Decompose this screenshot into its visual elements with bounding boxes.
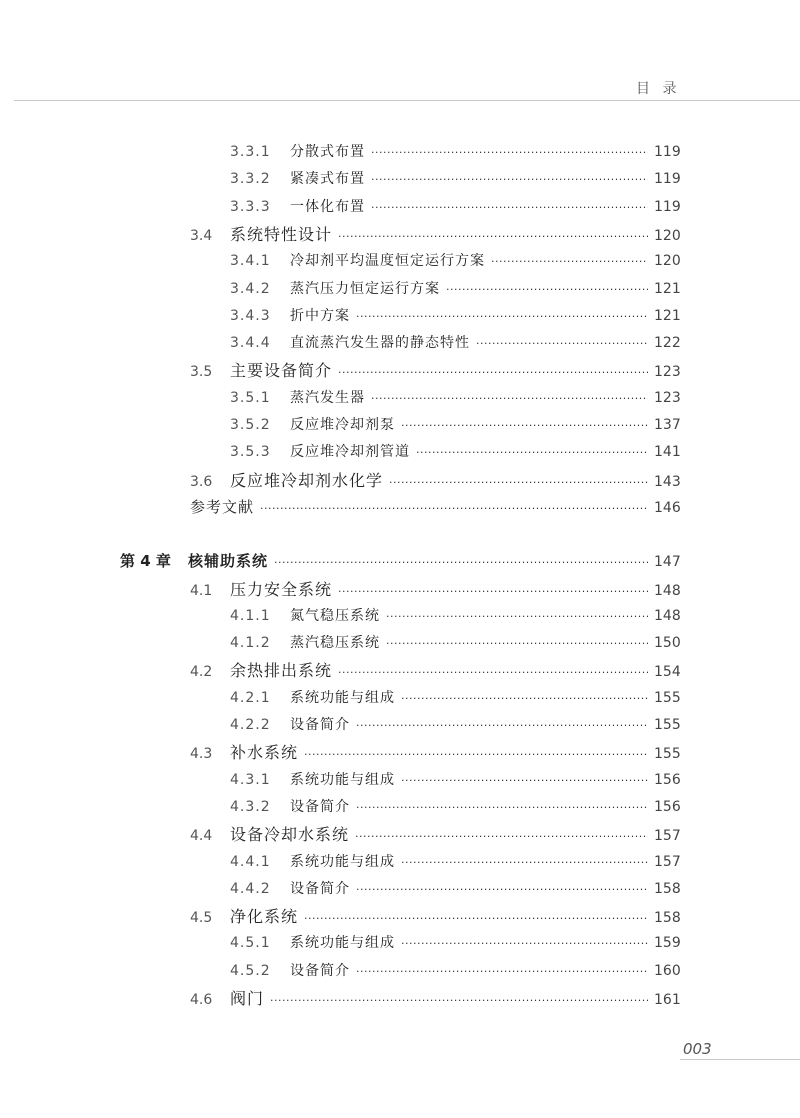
- toc-entry-number: 4.2.2: [230, 717, 271, 733]
- toc-entry[interactable]: [230, 412, 680, 439]
- toc-entry[interactable]: [230, 685, 680, 712]
- toc-entry-number: 4.5.1: [230, 935, 271, 952]
- toc-entry-title: 蒸汽压力恒定运行方案: [290, 280, 440, 297]
- toc-entry-title: 设备简介: [290, 717, 350, 733]
- toc-entry-page: 123: [654, 389, 681, 406]
- toc-leader-dots: [401, 412, 648, 439]
- toc-leader-dots: [304, 905, 648, 932]
- page-number: 003: [683, 1040, 712, 1058]
- toc-entry-page: 121: [654, 307, 681, 324]
- toc-leader-dots: [338, 359, 648, 386]
- toc-entry-number: 4.4.1: [230, 853, 271, 870]
- toc-entry[interactable]: [230, 439, 680, 466]
- toc-leader-dots: [371, 166, 648, 193]
- toc-entry[interactable]: [190, 903, 680, 930]
- toc-entry-title: 蒸汽稳压系统: [290, 635, 380, 652]
- toc-entry-title: 一体化布置: [290, 198, 365, 215]
- toc-entry-number: 4.5: [190, 910, 213, 927]
- toc-entry-page: 155: [654, 689, 681, 706]
- toc-leader-dots: [476, 330, 648, 357]
- toc-entry-number: 4.2: [190, 664, 213, 681]
- toc-entry-page: 147: [654, 554, 681, 571]
- toc-entry[interactable]: [230, 139, 680, 166]
- toc-entry-title: 蒸汽发生器: [290, 389, 365, 406]
- toc-leader-dots: [338, 578, 648, 605]
- toc-entry-page: 120: [654, 253, 681, 270]
- toc-entry-number: 3.5.1: [230, 389, 271, 406]
- toc-entry-number: 4.2.1: [230, 689, 271, 706]
- toc-entry-number: 3.3.2: [230, 171, 271, 188]
- toc-entry-title: 设备简介: [290, 798, 350, 815]
- toc-entry-number: 3.5.3: [230, 444, 271, 461]
- toc-entry-page: 155: [654, 717, 681, 733]
- toc-entry-number: 4.6: [190, 992, 213, 1008]
- toc-entry-page: 157: [654, 828, 681, 845]
- toc-leader-dots: [355, 823, 648, 850]
- toc-entry-page: 154: [654, 664, 681, 681]
- toc-leader-dots: [356, 712, 648, 739]
- toc-entry-number: 4.1.1: [230, 607, 271, 624]
- toc-entry-number: 3.4.3: [230, 307, 271, 324]
- toc-entry-number: 3.3.1: [230, 144, 271, 160]
- toc-entry[interactable]: [190, 467, 680, 494]
- toc-entry-title: 氮气稳压系统: [290, 607, 380, 624]
- toc-entry-number: 4.5.2: [230, 962, 271, 979]
- toc-entry[interactable]: [230, 330, 680, 357]
- toc-entry-page: 156: [654, 771, 681, 788]
- toc-entry-page: 143: [654, 473, 681, 490]
- toc-leader-dots: [401, 930, 648, 957]
- toc-entry[interactable]: [230, 303, 680, 330]
- toc-entry-number: 3.5: [190, 364, 213, 381]
- toc-entry-title: 补水系统: [230, 743, 299, 763]
- toc-entry-number: 3.4.4: [230, 335, 271, 352]
- toc-entry-title: 主要设备简介: [230, 361, 333, 381]
- toc-entry-title: 紧凑式布置: [290, 171, 365, 188]
- toc-entry[interactable]: [190, 985, 680, 1012]
- toc-leader-dots: [446, 276, 648, 303]
- toc-entry[interactable]: [190, 739, 680, 766]
- toc-entry-title: 反应堆冷却剂管道: [290, 444, 410, 461]
- toc-entry-number: 第 4 章: [120, 552, 171, 571]
- toc-entry[interactable]: [230, 276, 680, 303]
- toc-entry-number: 3.5.2: [230, 417, 271, 433]
- toc-leader-dots: [270, 987, 648, 1014]
- toc-entry-title: 净化系统: [230, 907, 299, 927]
- toc-entry-number: 4.3.2: [230, 798, 271, 815]
- toc-leader-dots: [386, 630, 648, 657]
- toc-entry-title: 设备冷却水系统: [230, 825, 350, 845]
- toc-entry-title: 系统功能与组成: [290, 689, 395, 706]
- toc-leader-dots: [371, 385, 648, 412]
- toc-leader-dots: [356, 303, 648, 330]
- toc-entry-title: 直流蒸汽发生器的静态特性: [290, 335, 470, 352]
- toc-entry[interactable]: [230, 794, 680, 821]
- toc-leader-dots: [338, 659, 648, 686]
- toc-entry-page: 150: [654, 635, 681, 652]
- toc-entry-page: 121: [654, 280, 681, 297]
- toc-entry-number: 3.4.1: [230, 253, 271, 270]
- toc-entry[interactable]: [230, 767, 680, 794]
- toc-entry-title: 设备简介: [290, 880, 350, 897]
- toc-entry[interactable]: [230, 630, 680, 657]
- toc-entry-number: 4.1.2: [230, 635, 271, 652]
- toc-entry-page: 158: [654, 910, 681, 927]
- toc-leader-dots: [356, 794, 648, 821]
- toc-entry-page: 119: [654, 171, 681, 188]
- toc-entry-page: 146: [654, 499, 681, 516]
- toc-entry[interactable]: [230, 712, 680, 739]
- toc-entry-page: 148: [654, 582, 681, 599]
- toc-leader-dots: [356, 876, 648, 903]
- toc-leader-dots: [389, 469, 648, 496]
- toc-leader-dots: [386, 603, 648, 630]
- toc-leader-dots: [371, 194, 648, 221]
- toc-entry-page: 120: [654, 227, 681, 244]
- toc-entry-number: 4.4: [190, 828, 213, 845]
- toc-entry-title: 系统特性设计: [230, 224, 333, 244]
- toc-entry-page: 158: [654, 880, 681, 897]
- toc-entry[interactable]: [230, 958, 680, 985]
- toc-entry-page: 161: [654, 992, 681, 1008]
- toc-entry-page: 141: [654, 444, 681, 461]
- toc-entry-title: 系统功能与组成: [290, 771, 395, 788]
- toc-entry-title: 设备简介: [290, 962, 350, 979]
- toc-leader-dots: [260, 495, 648, 522]
- toc-entry-title: 反应堆冷却剂水化学: [230, 470, 384, 490]
- toc-entry-title: 阀门: [230, 989, 265, 1008]
- toc-entry-page: 159: [654, 935, 681, 952]
- toc-entry[interactable]: [190, 494, 680, 521]
- toc-entry-number: 4.3: [190, 746, 213, 763]
- toc-entry[interactable]: [230, 603, 680, 630]
- toc-entry-title: 分散式布置: [290, 144, 365, 160]
- toc-entry[interactable]: [230, 930, 680, 957]
- toc-entry[interactable]: [230, 248, 680, 275]
- footer-divider: [680, 1059, 800, 1060]
- toc-entry-page: 148: [654, 607, 681, 624]
- toc-entry-page: 119: [654, 144, 681, 160]
- toc-entry[interactable]: [230, 194, 680, 221]
- toc-entry-page: 119: [654, 198, 681, 215]
- toc-entry-number: 3.4: [190, 227, 213, 244]
- header-divider: [14, 100, 800, 101]
- toc-entry-page: 156: [654, 798, 681, 815]
- toc-entry-page: 122: [654, 335, 681, 352]
- toc-leader-dots: [416, 439, 648, 466]
- toc-entry-page: 155: [654, 746, 681, 763]
- toc-entry-title: 系统功能与组成: [290, 935, 395, 952]
- toc-entry-title: 核辅助系统: [188, 552, 269, 571]
- toc-leader-dots: [356, 958, 648, 985]
- toc-leader-dots: [274, 549, 648, 576]
- toc-leader-dots: [304, 741, 648, 768]
- toc-entry-number: 4.1: [190, 582, 213, 599]
- toc-leader-dots: [338, 223, 648, 250]
- toc-entry-title: 折中方案: [290, 307, 350, 324]
- toc-entry-page: 137: [654, 417, 681, 433]
- toc-leader-dots: [401, 849, 648, 876]
- toc-entry-title: 余热排出系统: [230, 661, 333, 681]
- toc-entry-title: 压力安全系统: [230, 579, 333, 599]
- toc-entry[interactable]: [230, 385, 680, 412]
- toc-entry-page: 160: [654, 962, 681, 979]
- toc-leader-dots: [401, 685, 648, 712]
- toc-entry[interactable]: [230, 876, 680, 903]
- toc-entry[interactable]: [190, 821, 680, 848]
- toc-leader-dots: [491, 248, 648, 275]
- toc-entry[interactable]: [190, 221, 680, 248]
- toc-entry-page: 157: [654, 853, 681, 870]
- toc-entry-title: 反应堆冷却剂泵: [290, 417, 395, 433]
- toc-entry-number: 3.4.2: [230, 280, 271, 297]
- toc-entry[interactable]: [190, 657, 680, 684]
- toc-leader-dots: [371, 139, 648, 166]
- toc-entry-title: 系统功能与组成: [290, 853, 395, 870]
- toc-entry[interactable]: [190, 357, 680, 384]
- toc-entry[interactable]: [230, 849, 680, 876]
- toc-leader-dots: [401, 767, 648, 794]
- toc-entry-title: 参考文献: [190, 497, 255, 516]
- toc-entry[interactable]: [120, 548, 680, 575]
- running-header-title: 目 录: [636, 81, 681, 97]
- toc-entry-page: 123: [654, 364, 681, 381]
- toc-entry-number: 3.3.3: [230, 198, 271, 215]
- toc-entry[interactable]: [190, 576, 680, 603]
- toc-entry-number: 4.3.1: [230, 771, 271, 788]
- toc-entry-number: 3.6: [190, 473, 213, 490]
- toc-entry[interactable]: [230, 166, 680, 193]
- toc-entry-title: 冷却剂平均温度恒定运行方案: [290, 253, 485, 270]
- toc-entry-number: 4.4.2: [230, 880, 271, 897]
